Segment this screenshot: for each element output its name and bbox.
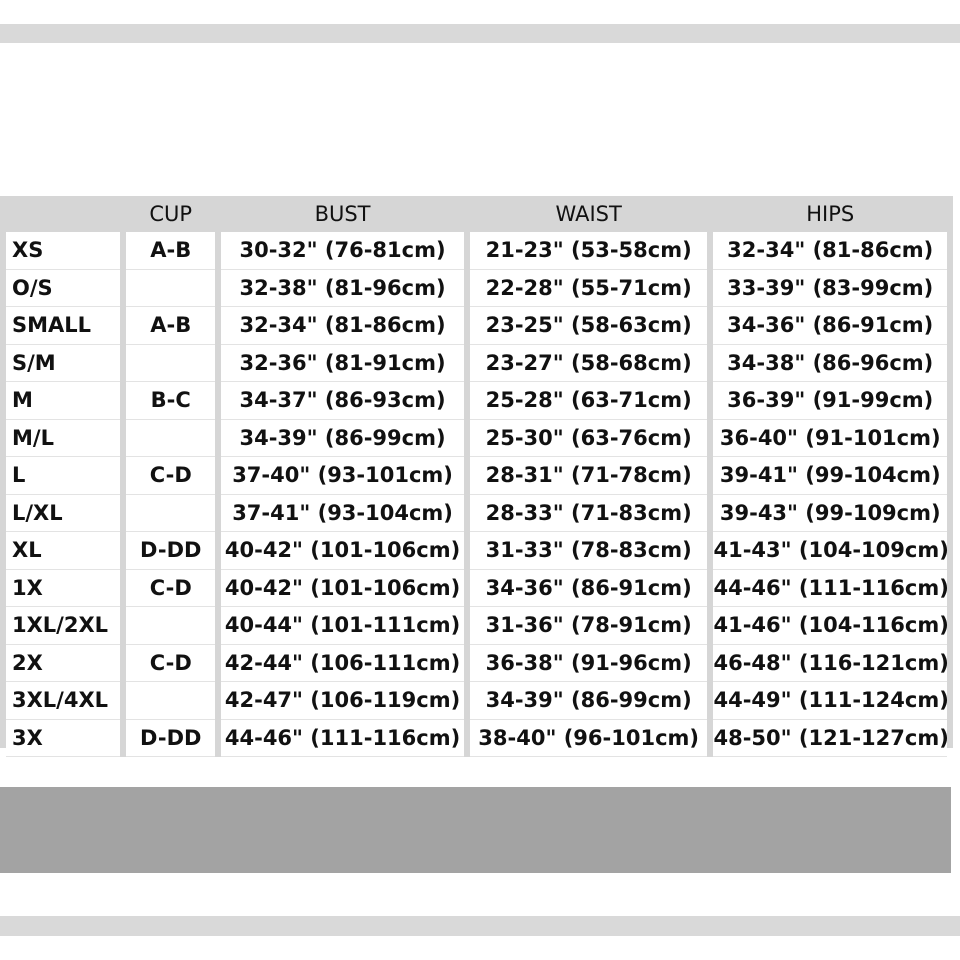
header-row (6, 196, 947, 232)
size-cell: 1XL/2XL (6, 607, 120, 645)
size-cell: 1X (6, 570, 120, 608)
size-cell: 2X (6, 645, 120, 683)
bust-cell: 32-38" (81-96cm) (221, 270, 464, 308)
hips-cell: 34-38" (86-96cm) (713, 345, 947, 383)
size-cell: SMALL (6, 307, 120, 345)
cup-cell (126, 682, 215, 720)
table-row (6, 570, 947, 608)
waist-cell: 31-33" (78-83cm) (470, 532, 708, 570)
hips-cell: 48-50" (121-127cm) (713, 720, 947, 758)
table-row (6, 720, 947, 758)
cup-cell (126, 270, 215, 308)
waist-cell: 34-39" (86-99cm) (470, 682, 708, 720)
cup-cell: A-B (126, 307, 215, 345)
table-row (6, 495, 947, 533)
bust-cell: 42-44" (106-111cm) (221, 645, 464, 683)
size-cell: XS (6, 232, 120, 270)
hips-cell: 36-40" (91-101cm) (713, 420, 947, 458)
bust-cell: 37-41" (93-104cm) (221, 495, 464, 533)
cup-cell: A-B (126, 232, 215, 270)
bust-cell: 40-42" (101-106cm) (221, 532, 464, 570)
table-row (6, 457, 947, 495)
table-row (6, 645, 947, 683)
size-cell: O/S (6, 270, 120, 308)
waist-cell: 28-33" (71-83cm) (470, 495, 708, 533)
bust-cell: 40-44" (101-111cm) (221, 607, 464, 645)
waist-cell: 34-36" (86-91cm) (470, 570, 708, 608)
hips-cell: 34-36" (86-91cm) (713, 307, 947, 345)
hips-cell: 46-48" (116-121cm) (713, 645, 947, 683)
bust-cell: 42-47" (106-119cm) (221, 682, 464, 720)
cup-cell: C-D (126, 645, 215, 683)
table-row (6, 607, 947, 645)
table-row (6, 532, 947, 570)
hips-cell: 32-34" (81-86cm) (713, 232, 947, 270)
size-cell: L (6, 457, 120, 495)
table-row (6, 382, 947, 420)
header-size (6, 196, 120, 232)
size-cell: 3XL/4XL (6, 682, 120, 720)
size-cell: L/XL (6, 495, 120, 533)
bust-cell: 34-39" (86-99cm) (221, 420, 464, 458)
hips-cell: 36-39" (91-99cm) (713, 382, 947, 420)
bust-cell: 32-34" (81-86cm) (221, 307, 464, 345)
size-chart (0, 196, 953, 748)
bust-cell: 34-37" (86-93cm) (221, 382, 464, 420)
hips-cell: 39-43" (99-109cm) (713, 495, 947, 533)
hips-cell: 44-49" (111-124cm) (713, 682, 947, 720)
hips-cell: 33-39" (83-99cm) (713, 270, 947, 308)
waist-cell: 22-28" (55-71cm) (470, 270, 708, 308)
footer-dark-band (0, 787, 951, 873)
table-row (6, 420, 947, 458)
waist-cell: 36-38" (91-96cm) (470, 645, 708, 683)
waist-cell: 38-40" (96-101cm) (470, 720, 708, 758)
header-cup: CUP (149, 202, 193, 226)
hips-cell: 41-43" (104-109cm) (713, 532, 947, 570)
cup-cell: C-D (126, 570, 215, 608)
cup-cell (126, 420, 215, 458)
size-cell: S/M (6, 345, 120, 383)
table-row (6, 345, 947, 383)
bust-cell: 37-40" (93-101cm) (221, 457, 464, 495)
waist-cell: 31-36" (78-91cm) (470, 607, 708, 645)
table-row (6, 270, 947, 308)
hips-cell: 41-46" (104-116cm) (713, 607, 947, 645)
size-cell: XL (6, 532, 120, 570)
table-row (6, 682, 947, 720)
cup-cell: C-D (126, 457, 215, 495)
waist-cell: 25-30" (63-76cm) (470, 420, 708, 458)
cup-cell: B-C (126, 382, 215, 420)
size-chart-table (6, 196, 947, 757)
cup-cell: D-DD (126, 532, 215, 570)
bust-cell: 32-36" (81-91cm) (221, 345, 464, 383)
cup-cell: D-DD (126, 720, 215, 758)
hips-cell: 44-46" (111-116cm) (713, 570, 947, 608)
bust-cell: 30-32" (76-81cm) (221, 232, 464, 270)
size-cell: M/L (6, 420, 120, 458)
table-row (6, 232, 947, 270)
header-waist: WAIST (555, 202, 622, 226)
header-hips: HIPS (806, 202, 855, 226)
table-row (6, 307, 947, 345)
waist-cell: 21-23" (53-58cm) (470, 232, 708, 270)
cup-cell (126, 345, 215, 383)
waist-cell: 23-25" (58-63cm) (470, 307, 708, 345)
bust-cell: 44-46" (111-116cm) (221, 720, 464, 758)
top-divider-band (0, 24, 960, 43)
waist-cell: 23-27" (58-68cm) (470, 345, 708, 383)
size-cell: 3X (6, 720, 120, 758)
hips-cell: 39-41" (99-104cm) (713, 457, 947, 495)
bottom-divider-band (0, 916, 960, 936)
cup-cell (126, 607, 215, 645)
header-bust: BUST (314, 202, 371, 226)
cup-cell (126, 495, 215, 533)
bust-cell: 40-42" (101-106cm) (221, 570, 464, 608)
waist-cell: 28-31" (71-78cm) (470, 457, 708, 495)
size-cell: M (6, 382, 120, 420)
waist-cell: 25-28" (63-71cm) (470, 382, 708, 420)
